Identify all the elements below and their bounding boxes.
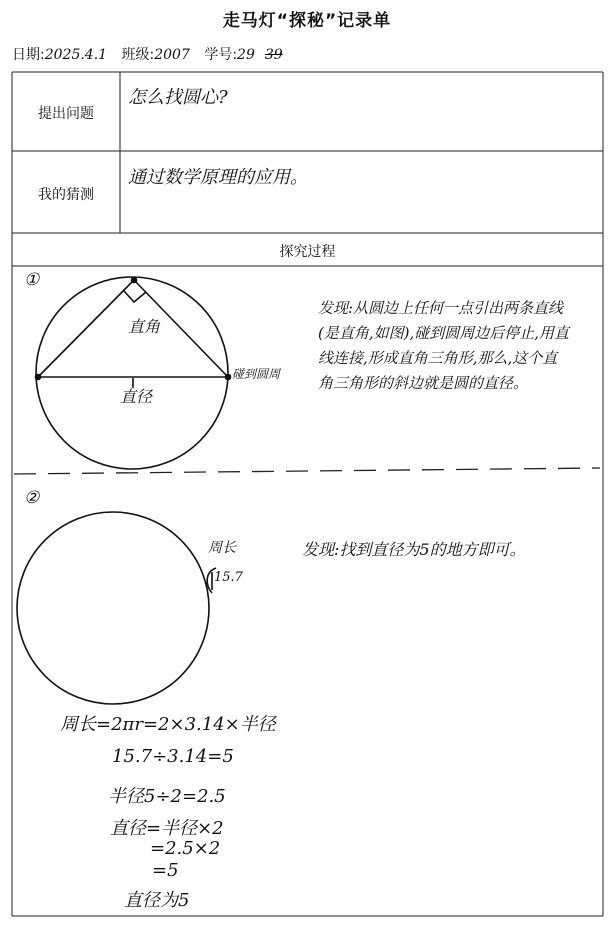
number-struck: 39 [264,47,283,63]
part1-figure [36,277,231,469]
question-label: 提出问题 [38,106,94,122]
question-answer: 怎么找圆心? [128,87,228,108]
part1-point-top [132,278,137,283]
finding-line: 发现:从圆边上任何一点引出两条直线 [318,299,564,317]
number-label: 学号: [204,47,238,63]
class-value: 2007 [154,47,190,63]
part2-finding: 发现:找到直径为5的地方即可。 [302,540,526,559]
finding-line: 角三角形的斜边就是圆的直径。 [318,374,529,392]
circumference-value: 15.7 [214,570,243,585]
touch-circumference-label: 碰到圆周 [232,367,281,381]
finding-line: 线连接,形成直角三角形,那么,这个直 [318,349,558,367]
part1-chord-left [38,280,134,377]
sheet-title: 走马灯“探秘”记录单 [222,11,392,31]
section-divider [14,468,600,474]
class-label: 班级: [121,47,155,63]
part1-finding [318,296,569,396]
work-line: 直径为5 [124,890,190,911]
process-header: 探究过程 [279,244,336,260]
part2-circle [17,512,209,704]
part1-point-right [226,375,231,380]
number-value: 29 [237,47,255,63]
work-line: 周长=2πr=2×3.14×半径 [60,714,276,735]
circumference-label: 周长 [208,540,236,556]
date-label: 日期: [12,47,45,63]
part1-right-angle-mark [124,291,146,302]
guess-answer: 通过数学原理的应用。 [128,167,308,188]
part2-index: ② [24,488,40,508]
work-line: =2.5×2 [150,838,221,859]
part1-index: ① [24,270,40,290]
right-angle-label: 直角 [128,317,161,336]
work-line: 半径5÷2=2.5 [108,786,226,807]
finding-line: (是直角,如图),碰到圆周边后停止,用直 [318,324,570,342]
part1-point-left [36,375,41,380]
work-line: 直径=半径×2 [110,818,224,839]
guess-label: 我的猜测 [38,187,94,203]
work-line: 15.7÷3.14=5 [112,746,234,767]
diameter-label: 直径 [120,387,153,406]
work-line: =5 [152,860,179,881]
part1-circle [36,277,228,469]
date-value: 2025.4.1 [44,47,108,63]
part2-figure [17,512,216,704]
